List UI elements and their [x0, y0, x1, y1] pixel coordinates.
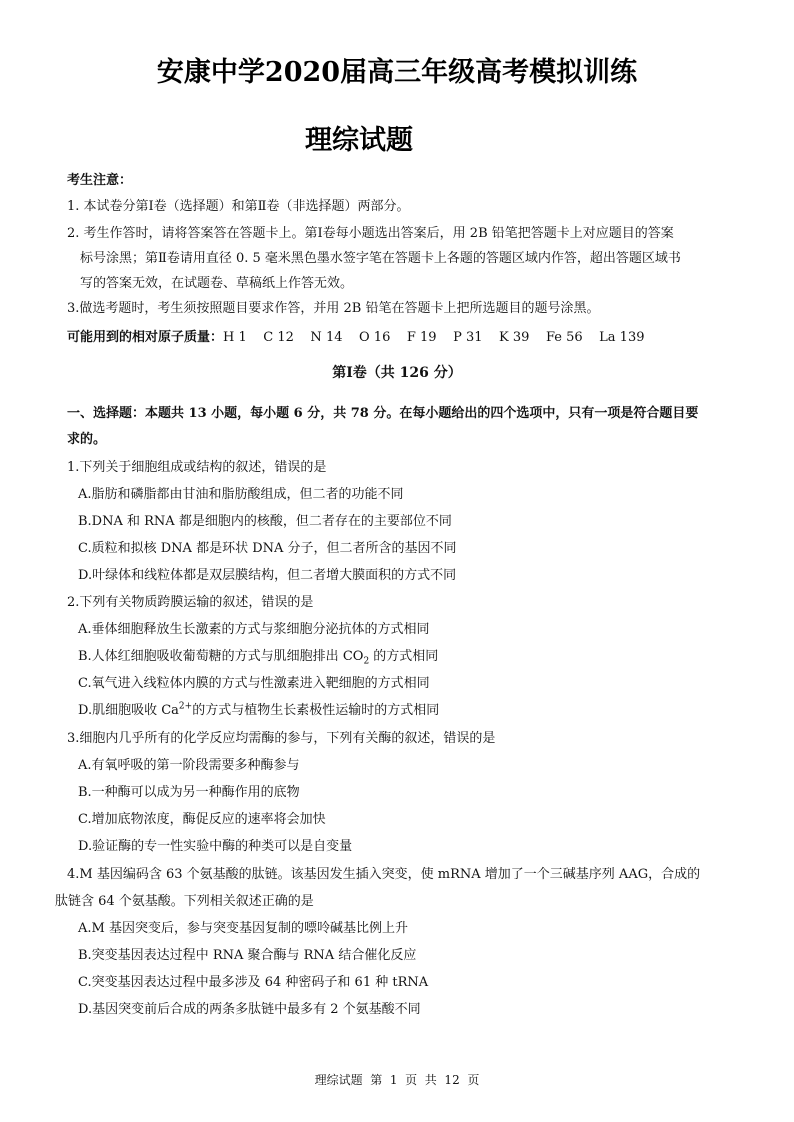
- atomic-mass-line: [67, 329, 645, 347]
- question-2-option-b-tail: 的方式相同: [369, 649, 439, 664]
- question-1-option-b: B.DNA 和 RNA 都是细胞内的核酸，但二者存在的主要部位不同: [78, 514, 452, 529]
- notice-item-2-cont2: 写的答案无效，在试题卷、草稿纸上作答无效。: [80, 276, 354, 291]
- page-subtitle: 理综试题: [305, 125, 413, 156]
- question-1-stem: 1.下列关于细胞组成或结构的叙述，错误的是: [67, 460, 327, 475]
- question-4-stem: 4.M 基因编码含 63 个氨基酸的肽链。该基因发生插入突变，使 mRNA 增加了一个三碱基序列 AAG，合成的: [67, 867, 701, 882]
- atomic-mass-values: H 1 C 12 N 14 O 16 F 19 P 31 K 39 Fe 56 La 139: [223, 330, 645, 345]
- question-2-option-c: C.氧气进入线粒体内膜的方式与性激素进入靶细胞的方式相同: [78, 676, 430, 691]
- section-title: 第Ⅰ卷（共 126 分）: [332, 365, 462, 381]
- question-2-option-d-sup: 2+: [178, 701, 193, 712]
- question-2-option-b-text: B.人体红细胞吸收葡萄糖的方式与肌细胞排出 CO: [78, 649, 364, 664]
- question-3-option-b: B.一种酶可以成为另一种酶作用的底物: [78, 785, 300, 800]
- question-3-stem: 3.细胞内几乎所有的化学反应均需酶的参与，下列有关酶的叙述，错误的是: [67, 731, 496, 746]
- question-4-option-d: D.基因突变前后合成的两条多肽链中最多有 2 个氨基酸不同: [78, 1002, 421, 1017]
- notice-heading: 考生注意：: [67, 173, 133, 188]
- notice-item-1: 1. 本试卷分第Ⅰ卷（选择题）和第Ⅱ卷（非选择题）两部分。: [67, 199, 410, 214]
- atomic-mass-label: 可能用到的相对原子质量：: [67, 330, 224, 345]
- question-3-option-c: C.增加底物浓度，酶促反应的速率将会加快: [78, 812, 326, 827]
- question-2-option-d-tail: 的方式与植物生长素极性运输时的方式相同: [192, 703, 440, 718]
- question-1-option-d: D.叶绿体和线粒体都是双层膜结构，但二者增大膜面积的方式不同: [78, 568, 457, 583]
- question-3-option-d: D.验证酶的专一性实验中酶的种类可以是自变量: [78, 839, 353, 854]
- section-instruction: 一、选择题：本题共 13 小题，每小题 6 分，共 78 分。在每小题给出的四个选项中，只有一项是符合题目要: [67, 406, 699, 421]
- question-2-option-d: [78, 702, 439, 720]
- question-2-option-b-sub: 2: [363, 656, 370, 667]
- question-4-option-b: B.突变基因表达过程中 RNA 聚合酶与 RNA 结合催化反应: [78, 948, 417, 963]
- question-4-stem-cont: 肽链含 64 个氨基酸。下列相关叙述正确的是: [55, 894, 314, 909]
- question-1-option-c: C.质粒和拟核 DNA 都是环状 DNA 分子，但二者所含的基因不同: [78, 541, 457, 556]
- page-title: 安康中学2020届高三年级高考模拟训练: [156, 57, 638, 88]
- question-1-option-a: A.脂肪和磷脂都由甘油和脂肪酸组成，但二者的功能不同: [78, 487, 404, 502]
- question-3-option-a: A.有氧呼吸的第一阶段需要多种酶参与: [78, 758, 300, 773]
- question-2-option-b: [78, 648, 438, 666]
- question-4-option-c: C.突变基因表达过程中最多涉及 64 种密码子和 61 种 tRNA: [78, 975, 429, 990]
- section-instruction-cont: 求的。: [67, 432, 107, 447]
- notice-item-2: 2. 考生作答时，请将答案答在答题卡上。第Ⅰ卷每小题选出答案后，用 2B 铅笔把答题卡上对应题目的答案: [67, 226, 674, 241]
- question-2-option-a: A.垂体细胞释放生长激素的方式与浆细胞分泌抗体的方式相同: [78, 622, 430, 637]
- notice-item-3: 3.做选考题时，考生须按照题目要求作答，并用 2B 铅笔在答题卡上把所选题目的题号涂黑。: [67, 301, 600, 316]
- page-footer: 理综试题 第 1 页 共 12 页: [314, 1073, 480, 1087]
- notice-item-2-cont: 标号涂黑；第Ⅱ卷请用直径 0. 5 毫米黑色墨水签字笔在答题卡上各题的答题区域内作答，超出答题区域书: [80, 251, 681, 266]
- question-2-stem: 2.下列有关物质跨膜运输的叙述，错误的是: [67, 595, 314, 610]
- question-4-option-a: A.M 基因突变后，参与突变基因复制的嘌呤碱基比例上升: [78, 921, 408, 936]
- question-2-option-d-text: D.肌细胞吸收 Ca: [78, 703, 179, 718]
